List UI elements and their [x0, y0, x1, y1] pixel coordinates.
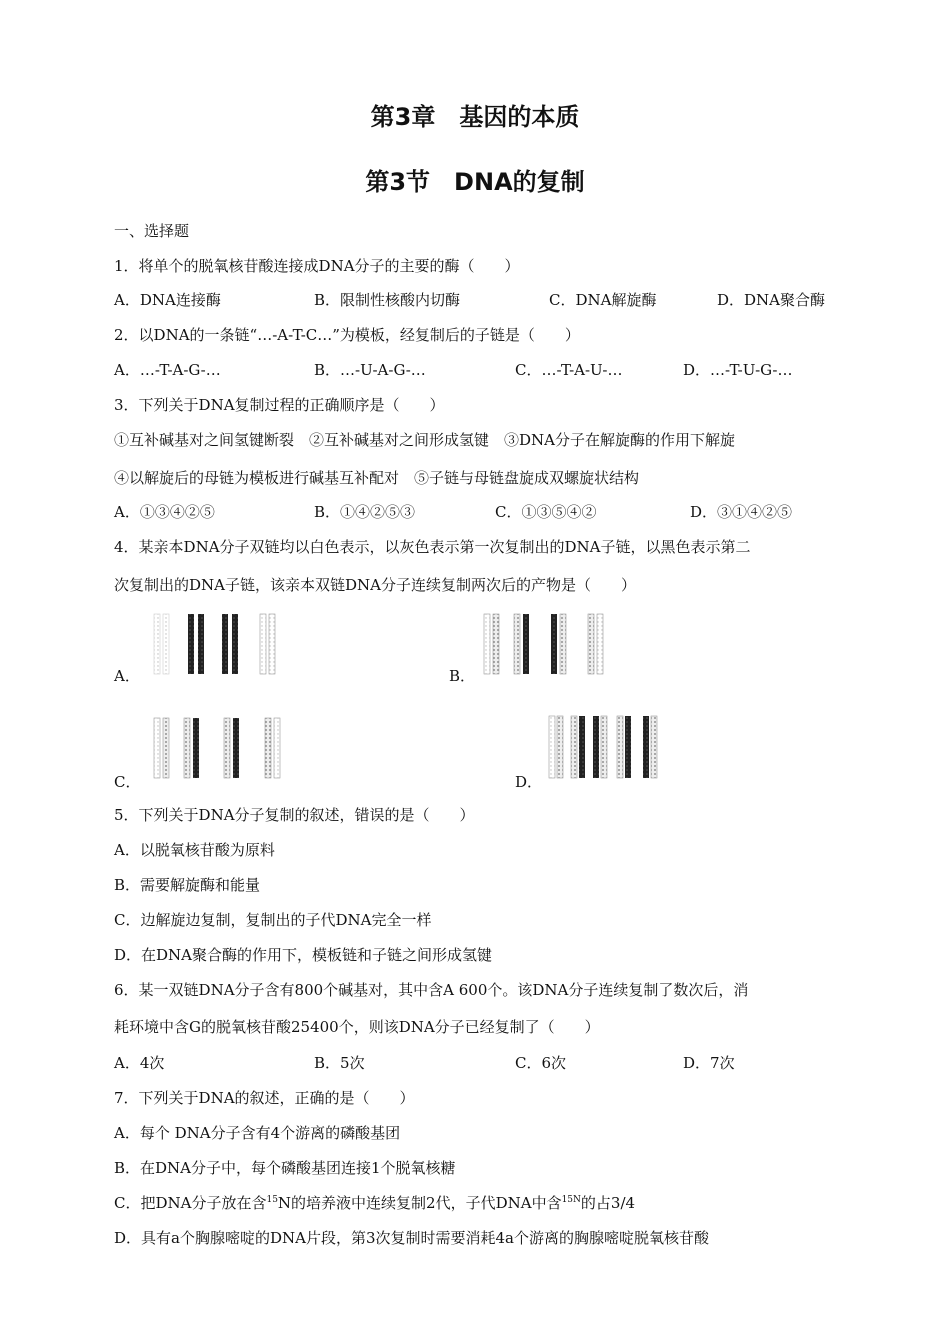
question-7-stem: 7．下列关于DNA的叙述，正确的是（ ）: [114, 1089, 415, 1107]
q3-option-c: C．①③⑤④②: [495, 503, 597, 521]
q1-option-c: C．DNA解旋酶: [549, 291, 657, 309]
q7-option-c-part1: C．把DNA分子放在含: [114, 1194, 267, 1212]
question-3-stem: 3．下列关于DNA复制过程的正确顺序是（ ）: [114, 396, 445, 414]
q2-option-d: D．…-T-U-G-…: [683, 361, 793, 379]
q2-option-a: A．…-T-A-G-…: [114, 361, 221, 379]
question-1-stem: 1．将单个的脱氧核苷酸连接成DNA分子的主要的酶（ ）: [114, 257, 520, 275]
q3-statements-line2: ④以解旋后的母链为模板进行碱基互补配对 ⑤子链与母链盘旋成双螺旋状结构: [114, 469, 640, 487]
q5-option-a: A．以脱氧核苷酸为原料: [114, 841, 275, 859]
q6-option-a: A．4次: [114, 1054, 165, 1072]
q7-option-c-part3: 的占3/4: [580, 1194, 636, 1212]
question-4-stem-line2: 次复制出的DNA子链，该亲本双链DNA分子连续复制两次后的产物是（ ）: [114, 576, 636, 594]
q7-option-c-sup1: 15: [266, 1195, 278, 1205]
q7-option-d: D．具有a个胸腺嘧啶的DNA片段，第3次复制时需要消耗4a个游离的胸腺嘧啶脱氧核苷酸: [114, 1229, 709, 1247]
q4-figure-d: [545, 712, 670, 782]
q3-option-d: D．③①④②⑤: [690, 503, 793, 521]
q7-option-a: A．每个 DNA分子含有4个游离的磷酸基团: [114, 1124, 401, 1142]
section-title: 第3节 DNA的复制: [365, 168, 585, 196]
q4-option-c: C．: [114, 773, 141, 791]
q7-option-c-sup2: 15N: [561, 1195, 581, 1205]
q4-figure-b: [480, 612, 620, 676]
q4-option-a: A．: [114, 667, 140, 685]
q6-option-d: D．7次: [683, 1054, 735, 1072]
question-6-stem-line2: 耗环境中含G的脱氧核苷酸25400个，则该DNA分子已经复制了（ ）: [114, 1018, 600, 1036]
q4-option-d: D．: [515, 773, 543, 791]
q2-option-b: B．…-U-A-G-…: [314, 361, 426, 379]
q1-option-d: D．DNA聚合酶: [717, 291, 826, 309]
q1-option-a: A．DNA连接酶: [114, 291, 221, 309]
q5-option-d: D．在DNA聚合酶的作用下，模板链和子链之间形成氢键: [114, 946, 493, 964]
q1-option-b: B．限制性核酸内切酶: [314, 291, 461, 309]
q5-option-c: C．边解旋边复制，复制出的子代DNA完全一样: [114, 911, 432, 929]
q3-statements-line1: ①互补碱基对之间氢键断裂 ②互补碱基对之间形成氢键 ③DNA分子在解旋酶的作用下解旋: [114, 431, 735, 449]
q4-option-b: B．: [449, 667, 476, 685]
q3-option-a: A．①③④②⑤: [114, 503, 215, 521]
q3-option-b: B．①④②⑤③: [314, 503, 416, 521]
q7-option-c-part2: N的培养液中连续复制2代，子代DNA中含: [277, 1194, 562, 1212]
q6-option-c: C．6次: [515, 1054, 567, 1072]
q7-option-c: [114, 1193, 635, 1213]
q7-option-b: B．在DNA分子中，每个磷酸基团连接1个脱氧核糖: [114, 1159, 456, 1177]
chapter-title: 第3章 基因的本质: [370, 103, 580, 131]
q2-option-c: C．…-T-A-U-…: [515, 361, 623, 379]
q5-option-b: B．需要解旋酶和能量: [114, 876, 261, 894]
q6-option-b: B．5次: [314, 1054, 365, 1072]
q4-figure-a: [148, 612, 288, 676]
question-4-stem-line1: 4．某亲本DNA分子双链均以白色表示，以灰色表示第一次复制出的DNA子链，以黑色表示第二: [114, 538, 751, 556]
q4-figure-c: [148, 716, 288, 780]
question-2-stem: 2．以DNA的一条链“…-A-T-C…”为模板，经复制后的子链是（ ）: [114, 326, 580, 344]
question-6-stem-line1: 6．某一双链DNA分子含有800个碱基对，其中含A 600个。该DNA分子连续复制了数次后，消: [114, 981, 749, 999]
section-label: 一、选择题: [114, 222, 190, 240]
question-5-stem: 5．下列关于DNA分子复制的叙述，错误的是（ ）: [114, 806, 475, 824]
